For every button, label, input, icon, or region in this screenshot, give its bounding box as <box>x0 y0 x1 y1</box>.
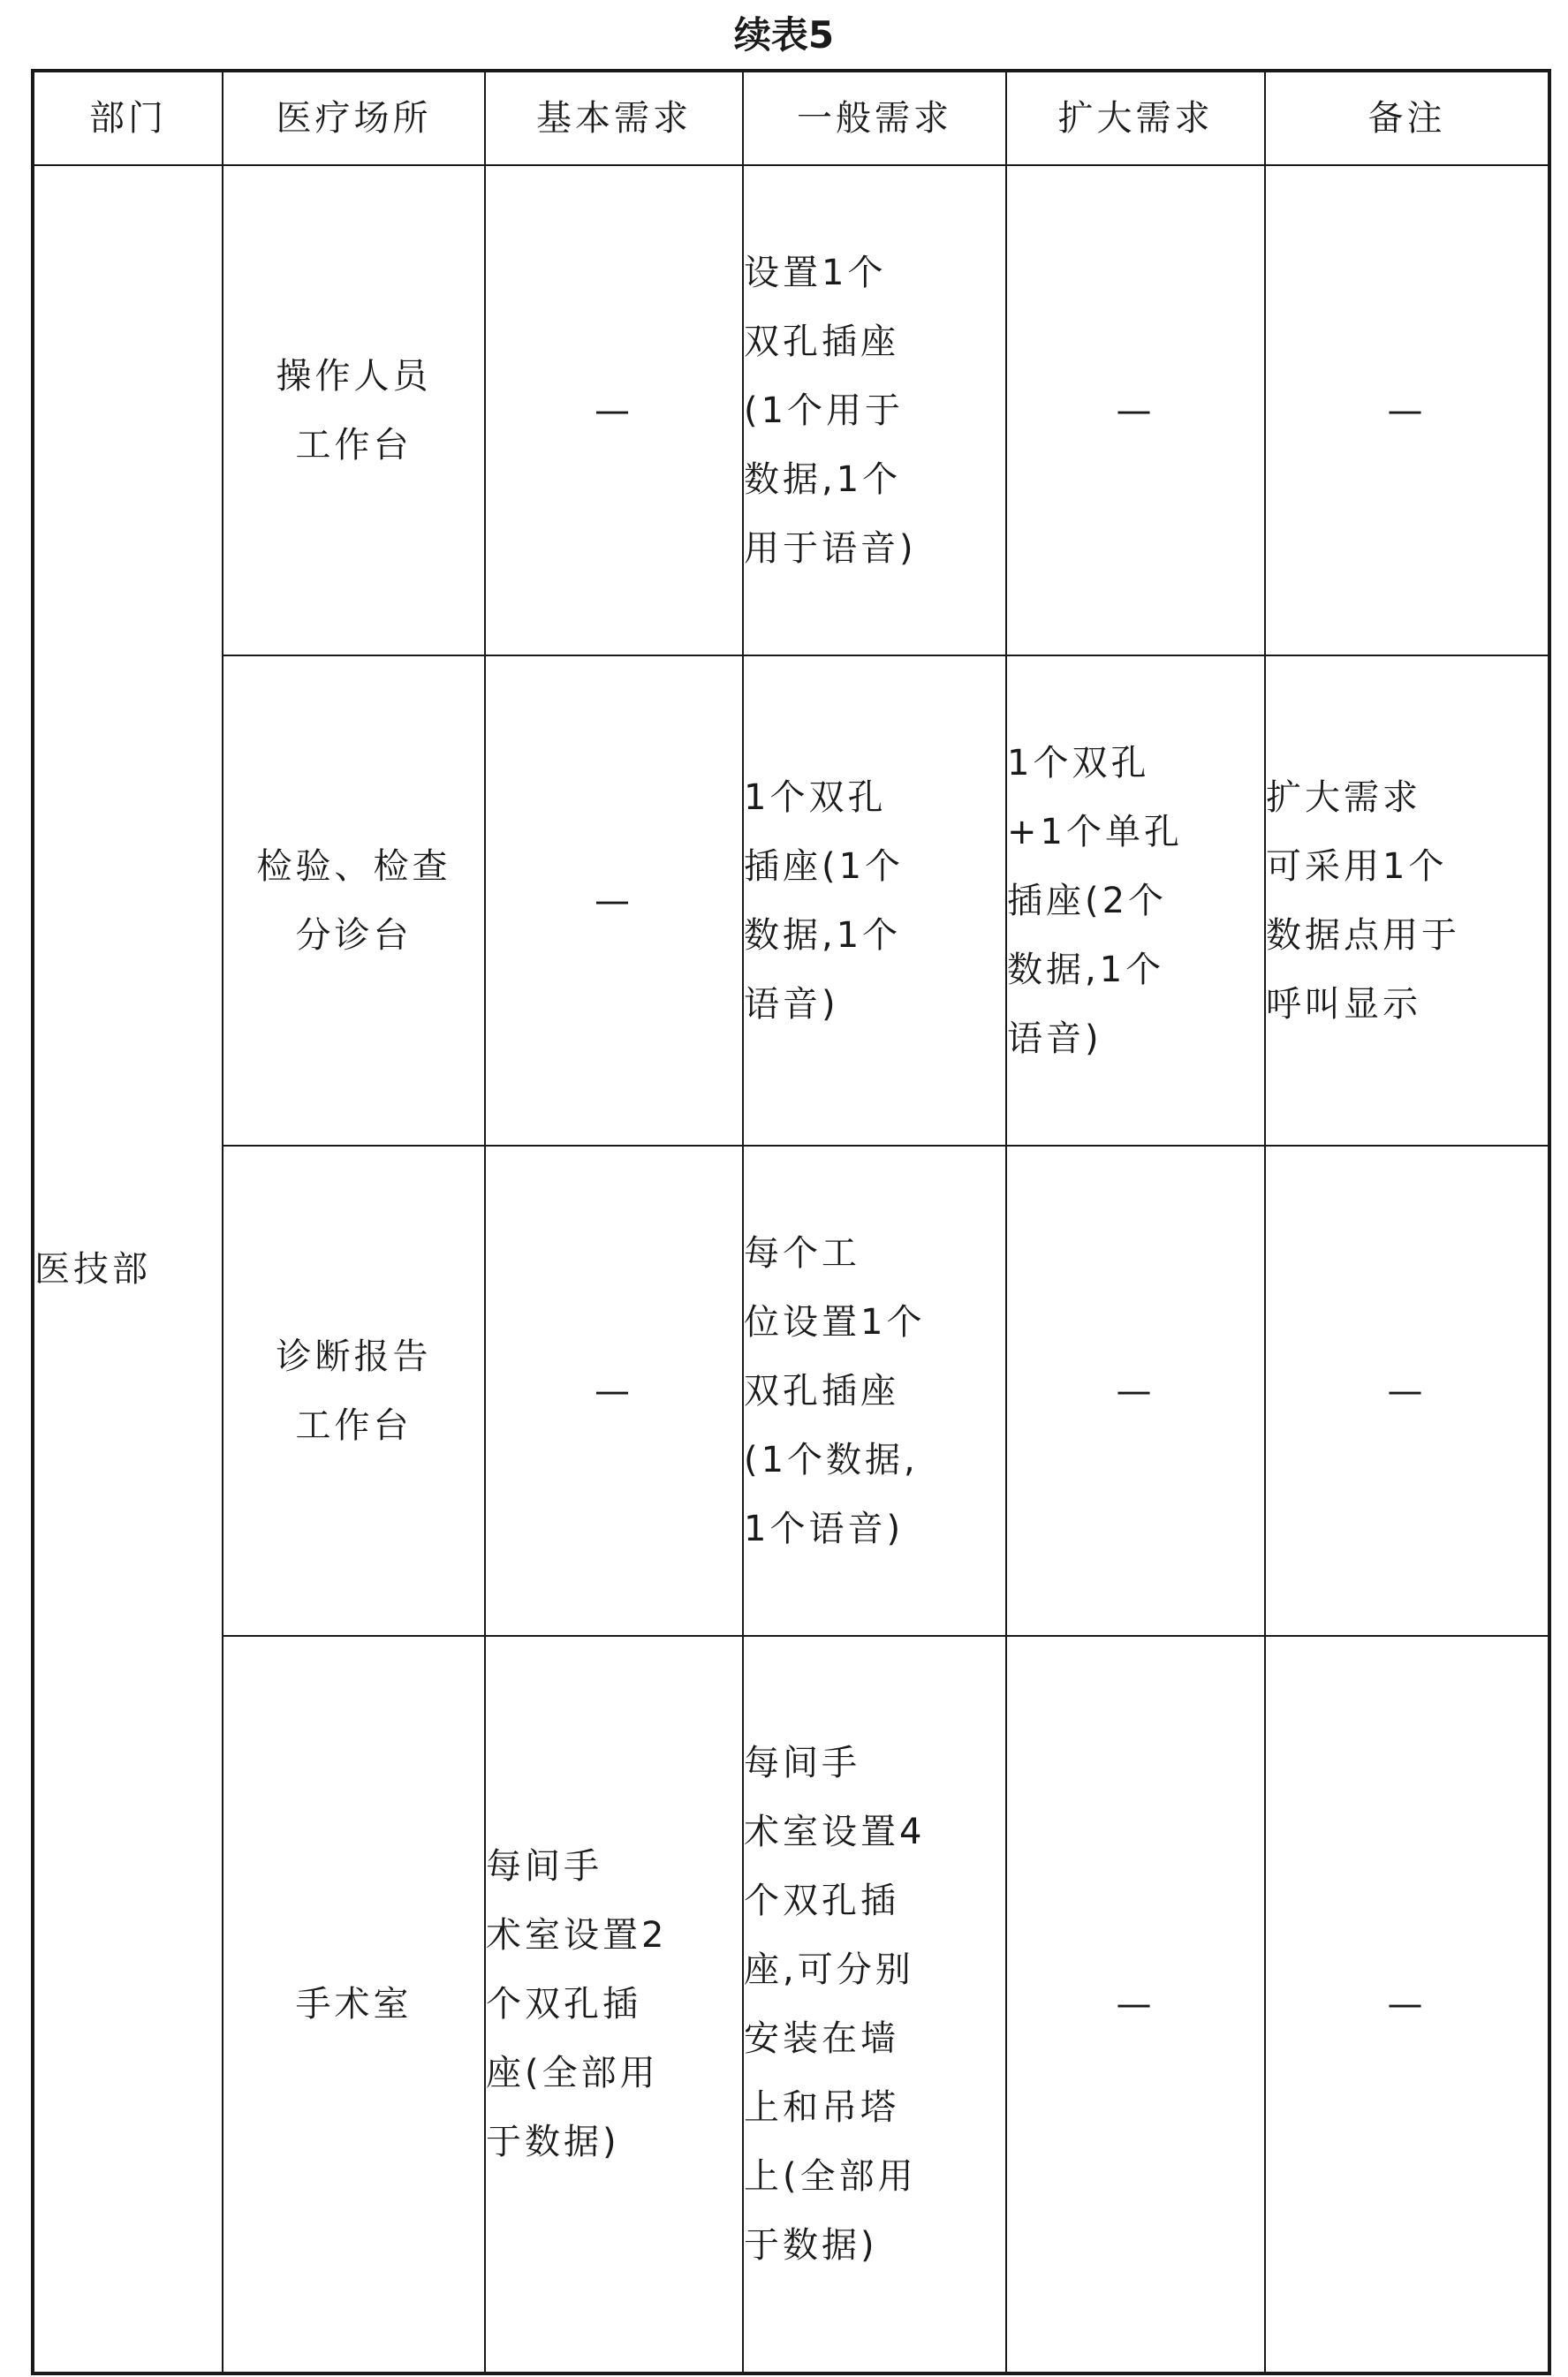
remarks-cell: — <box>1265 165 1549 655</box>
requirements-table <box>31 69 1551 2375</box>
remarks-cell: — <box>1265 1636 1549 2373</box>
general-requirement-cell: 1个双孔 插座(1个 数据,1个 语音) <box>743 655 1006 1146</box>
table-title: 续表5 <box>733 13 835 57</box>
column-header-department: 部门 <box>33 71 223 165</box>
general-requirement-cell: 设置1个 双孔插座 (1个用于 数据,1个 用于语音) <box>743 165 1006 655</box>
column-header-medical-place: 医疗场所 <box>223 71 485 165</box>
table-header-row <box>33 71 1549 165</box>
department-cell: 医技部 <box>33 165 223 2373</box>
table-row <box>33 165 1549 655</box>
column-header-general-requirement: 一般需求 <box>743 71 1006 165</box>
column-header-extended-requirement: 扩大需求 <box>1006 71 1265 165</box>
basic-requirement-cell: 每间手 术室设置2 个双孔插 座(全部用 于数据) <box>485 1636 743 2373</box>
column-header-basic-requirement: 基本需求 <box>485 71 743 165</box>
place-label: 诊断报告 工作台 <box>276 1336 432 1446</box>
extended-requirement-cell: 1个双孔 +1个单孔 插座(2个 数据,1个 语音) <box>1006 655 1265 1146</box>
table-row <box>33 1636 1549 2373</box>
extended-requirement-cell: — <box>1006 1636 1265 2373</box>
table-row <box>33 655 1549 1146</box>
remarks-cell: — <box>1265 1146 1549 1636</box>
general-requirement-cell: 每个工 位设置1个 双孔插座 (1个数据, 1个语音) <box>743 1146 1006 1636</box>
table-row <box>33 1146 1549 1636</box>
place-cell <box>223 1636 485 2373</box>
column-header-remarks: 备注 <box>1265 71 1549 165</box>
extended-requirement-cell: — <box>1006 1146 1265 1636</box>
remarks-cell: 扩大需求 可采用1个 数据点用于 呼叫显示 <box>1265 655 1549 1146</box>
basic-requirement-cell: — <box>485 1146 743 1636</box>
extended-requirement-cell: — <box>1006 165 1265 655</box>
place-label: 检验、检查 分诊台 <box>256 845 451 956</box>
basic-requirement-cell: — <box>485 655 743 1146</box>
basic-requirement-cell: — <box>485 165 743 655</box>
place-cell <box>223 655 485 1146</box>
place-label: 操作人员 工作台 <box>276 355 432 466</box>
place-cell <box>223 165 485 655</box>
place-cell <box>223 1146 485 1636</box>
general-requirement-cell: 每间手 术室设置4 个双孔插 座,可分别 安装在墙 上和吊塔 上(全部用 于数据) <box>743 1636 1006 2373</box>
place-label: 手术室 <box>295 1984 413 2025</box>
